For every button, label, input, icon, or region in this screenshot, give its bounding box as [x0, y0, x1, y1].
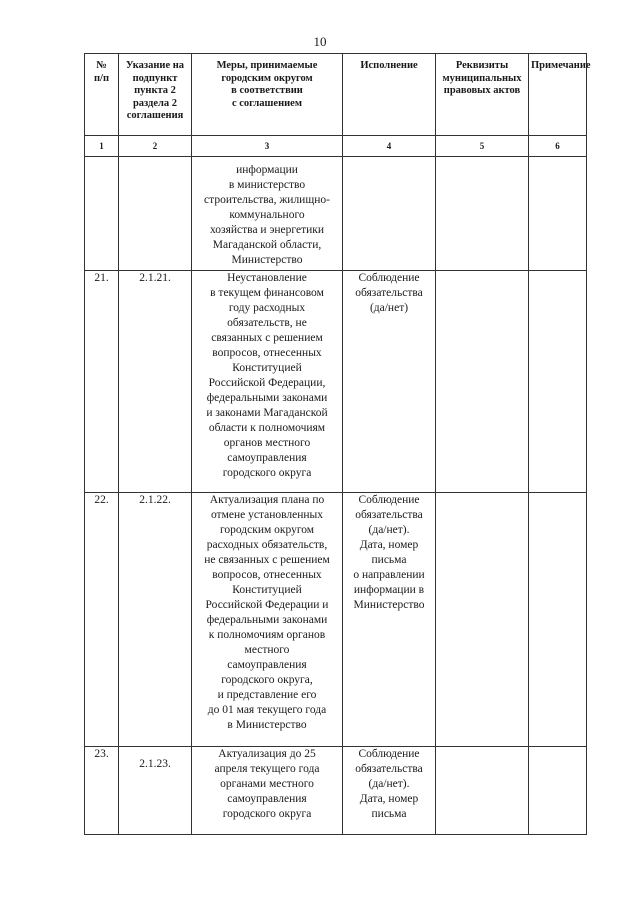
- table-row: [85, 493, 587, 747]
- table-row: [85, 271, 587, 493]
- execution-text: Соблюдение обязательства (да/нет). Дата, номер письма о направлении информации в Министерство: [343, 493, 436, 747]
- page-number: 10: [313, 34, 327, 49]
- row-number: 21.: [85, 271, 119, 493]
- agreement-ref: 2.1.23.: [119, 747, 192, 835]
- legal-acts-cell: [436, 493, 529, 747]
- column-number: 5: [436, 136, 529, 157]
- note-cell: [529, 747, 587, 835]
- header-legal-acts: Реквизиты муниципальных правовых актов: [436, 54, 529, 136]
- note-cell: [529, 157, 587, 271]
- column-number-row: [85, 136, 587, 157]
- legal-acts-cell: [436, 157, 529, 271]
- column-number: 1: [85, 136, 119, 157]
- row-number: 23.: [85, 747, 119, 835]
- header-note: Примечание: [529, 54, 587, 136]
- measure-text: Актуализация плана по отмене установленных городским округом расходных обязательств, не связанных с решением вопросов, отнесенных Конституцией Российской Федерации и федеральными законами к полномочиям органов местного самоуправления городского округа, и представление его до 01 мая текущего года в Министерство: [192, 493, 343, 747]
- header-execution: Исполнение: [343, 54, 436, 136]
- execution-text: Соблюдение обязательства (да/нет). Дата, номер письма: [343, 747, 436, 835]
- column-number: 3: [192, 136, 343, 157]
- row-number: [85, 157, 119, 271]
- column-number: 2: [119, 136, 192, 157]
- table-row: [85, 747, 587, 835]
- column-number: 4: [343, 136, 436, 157]
- measure-text: Актуализация до 25 апреля текущего года органами местного самоуправления городского округа: [192, 747, 343, 835]
- legal-acts-cell: [436, 271, 529, 493]
- table-header-row: [85, 54, 587, 136]
- row-number: 22.: [85, 493, 119, 747]
- legal-acts-cell: [436, 747, 529, 835]
- header-number: № п/п: [85, 54, 119, 136]
- measure-text: Неустановление в текущем финансовом году расходных обязательств, не связанных с решением вопросов, отнесенных Конституцией Российской Федерации, федеральными законами и законами Магаданской области к полномочиям органов местного самоуправления городского округа: [192, 271, 343, 493]
- header-measures: Меры, принимаемые городским округом в соответствии с соглашением: [192, 54, 343, 136]
- column-number: 6: [529, 136, 587, 157]
- measures-table: [84, 53, 591, 835]
- measure-text: информации в министерство строительства, жилищно- коммунального хозяйства и энергетики Магаданской области, Министерство: [192, 157, 343, 271]
- agreement-ref: 2.1.21.: [119, 271, 192, 493]
- agreement-ref: [119, 157, 192, 271]
- execution-text: Соблюдение обязательства (да/нет): [343, 271, 436, 493]
- note-cell: [529, 271, 587, 493]
- header-agreement-ref: Указание на подпункт пункта 2 раздела 2 соглашения: [119, 54, 192, 136]
- execution-text: [343, 157, 436, 271]
- agreement-ref: 2.1.22.: [119, 493, 192, 747]
- note-cell: [529, 493, 587, 747]
- table-row: [85, 157, 587, 271]
